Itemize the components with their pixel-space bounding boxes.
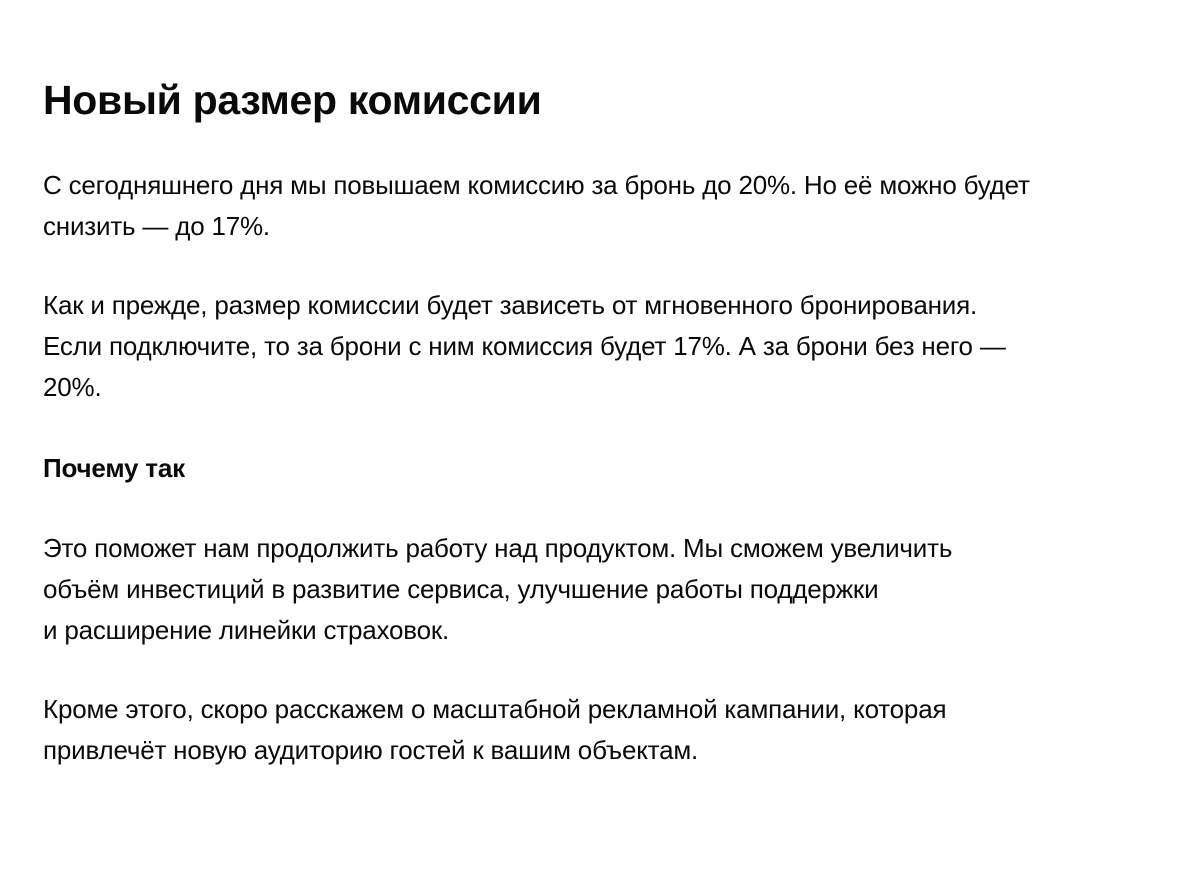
paragraph-line: Если подключите, то за брони с ним комиссия будет 17%. А за брони без него — [43,331,1006,361]
article-title: Новый размер комиссии [43,77,542,123]
paragraph-instant-booking [43,285,1183,408]
paragraph-line: объём инвестиций в развитие сервиса, улучшение работы поддержки [43,574,879,604]
paragraph-line: Кроме этого, скоро расскажем о масштабной рекламной кампании, которая [43,694,947,724]
paragraph-line: Это поможет нам продолжить работу над продуктом. Мы сможем увеличить [43,533,953,563]
paragraph-commission-increase [43,165,1183,247]
paragraph-line: и расширение линейки страховок. [43,615,450,645]
paragraph-line: привлечёт новую аудиторию гостей к вашим объектам. [43,735,699,765]
paragraph-line: С сегодняшнего дня мы повышаем комиссию за бронь до 20%. Но её можно будет [43,170,1030,200]
section-heading-why: Почему так [43,453,185,483]
paragraph-line: 20%. [43,372,102,402]
paragraph-ad-campaign [43,689,1183,771]
paragraph-reasons [43,528,1183,651]
paragraph-line: снизить — до 17%. [43,211,270,241]
paragraph-line: Как и прежде, размер комиссии будет зависеть от мгновенного бронирования. [43,290,977,320]
